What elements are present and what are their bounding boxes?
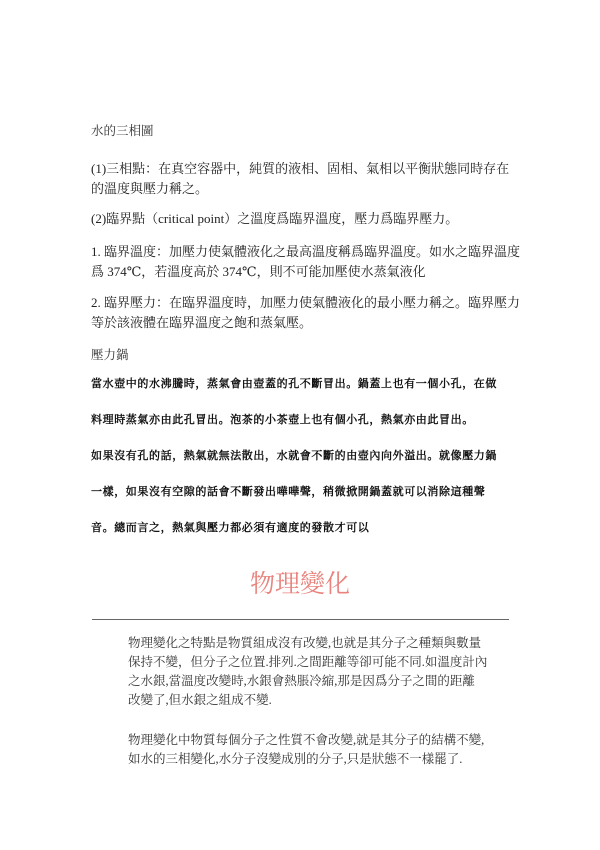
pressure-cooker-line: 一樣，如果沒有空隙的話會不斷發出嘩嘩聲，稍微掀開鍋蓋就可以消除這種聲 bbox=[91, 485, 486, 498]
water-phase-diagram-title: 水的三相圖 bbox=[91, 124, 154, 138]
pressure-cooker-line: 料理時蒸氣亦由此孔冒出。泡茶的小茶壺上也有個小孔，熱氣亦由此冒出。 bbox=[91, 413, 474, 426]
physical-change-line: 之水銀,當溫度改變時,水銀會熱脹冷縮,那是因爲分子之間的距離 bbox=[128, 674, 475, 688]
physical-change-line: 物理變化之特點是物質組成沒有改變,也就是其分子之種類與數量 bbox=[128, 636, 482, 650]
physical-change-line: 物理變化中物質每個分子之性質不會改變,就是其分子的結構不變, bbox=[128, 733, 485, 747]
pressure-cooker-paragraph bbox=[91, 366, 521, 546]
physical-change-title: 物理變化 bbox=[249, 571, 350, 598]
critical-temperature-paragraph: 1. 臨界溫度：加壓力使氣體液化之最高溫度稱爲臨界溫度。如水之臨界溫度爲 374℃，若溫度高於 374℃，則不可能加壓使水蒸氣液化 bbox=[91, 244, 521, 279]
physical-change-line: 改變了,但水銀之組成不變. bbox=[128, 693, 272, 707]
pressure-cooker-title: 壓力鍋 bbox=[91, 348, 129, 362]
pressure-cooker-line: 音。總而言之，熱氣與壓力都必須有適度的發散才可以 bbox=[91, 521, 370, 534]
pressure-cooker-line: 當水壺中的水沸騰時，蒸氣會由壺蓋的孔不斷冒出。鍋蓋上也有一個小孔，在做 bbox=[91, 377, 497, 390]
pressure-cooker-line: 如果沒有孔的話，熱氣就無法散出，水就會不斷的由壺內向外溢出。就像壓力鍋 bbox=[91, 449, 497, 462]
physical-change-paragraph-2 bbox=[128, 731, 485, 769]
section-divider bbox=[92, 619, 509, 620]
critical-point-paragraph: (2)臨界點（critical point）之溫度爲臨界溫度，壓力爲臨界壓力。 bbox=[91, 211, 459, 226]
physical-change-line: 如水的三相變化,水分子沒變成別的分子,只是狀態不一樣罷了. bbox=[128, 752, 463, 766]
physical-change-line: 保持不變，但分子之位置.排列.之間距離等卻可能不同.如溫度計內 bbox=[128, 655, 488, 669]
critical-pressure-paragraph: 2. 臨界壓力：在臨界溫度時，加壓力使氣體液化的最小壓力稱之。臨界壓力等於該液體在臨界溫度之飽和蒸氣壓。 bbox=[91, 295, 521, 330]
physical-change-paragraph-1 bbox=[128, 634, 488, 710]
triple-point-paragraph: (1)三相點：在真空容器中，純質的液相、固相、氣相以平衡狀態同時存在的溫度與壓力稱之。 bbox=[91, 161, 510, 196]
